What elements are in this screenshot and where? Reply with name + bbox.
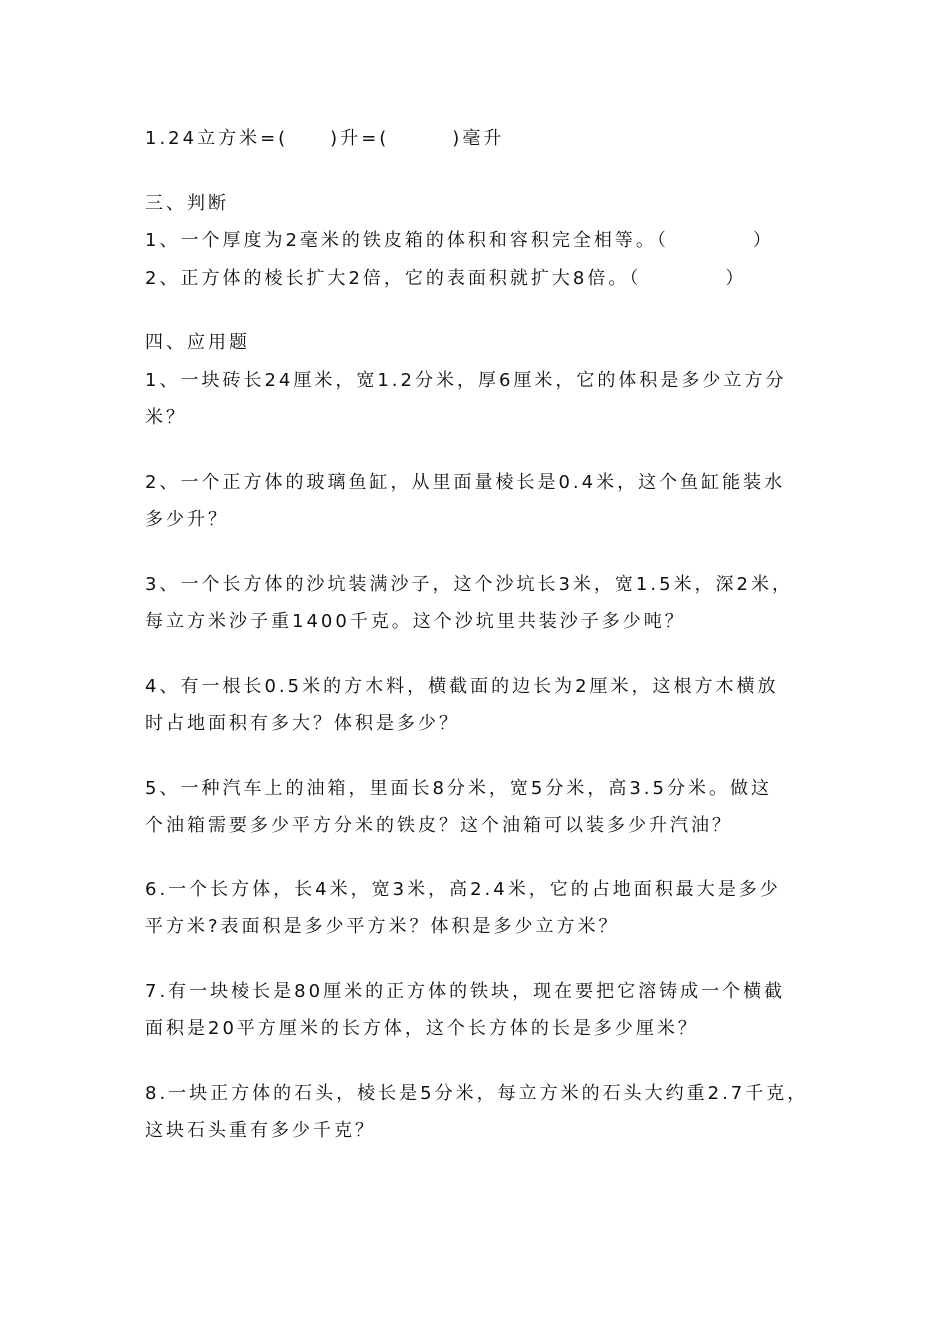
problem-3-line-2: 每立方米沙子重1400千克。这个沙坑里共装沙子多少吨？ (145, 611, 686, 632)
problem-1-line-1: 1、一块砖长24厘米，宽1.2分米，厚6厘米，它的体积是多少立方分 (145, 370, 787, 391)
problem-7-line-1: 7.有一块棱长是80厘米的正方体的铁块，现在要把它溶铸成一个横截 (145, 981, 786, 1002)
judge-item-1: 1、一个厚度为2毫米的铁皮箱的体积和容积完全相等。（ ） (145, 230, 774, 251)
problem-3-line-1: 3、一个长方体的沙坑装满沙子，这个沙坑长3米，宽1.5米，深2米， (145, 574, 793, 595)
section-judge-heading: 三、判断 (145, 193, 229, 214)
problem-2-line-1: 2、一个正方体的玻璃鱼缸，从里面量棱长是0.4米，这个鱼缸能装水 (145, 472, 786, 493)
problem-6-line-1: 6.一个长方体，长4米，宽3米，高2.4米，它的占地面积最大是多少 (145, 879, 781, 900)
problem-4-line-2: 时占地面积有多大？体积是多少？ (145, 713, 460, 734)
section-application-heading: 四、应用题 (145, 332, 250, 353)
problem-5-line-2: 个油箱需要多少平方分米的铁皮？这个油箱可以装多少升汽油？ (145, 815, 733, 836)
problem-7-line-2: 面积是20平方厘米的长方体，这个长方体的长是多少厘米？ (145, 1018, 699, 1039)
problem-2-line-2: 多少升？ (145, 509, 229, 530)
problem-8-line-1: 8.一块正方体的石头，棱长是5分米，每立方米的石头大约重2.7千克， (145, 1083, 809, 1104)
problem-1-line-2: 米？ (145, 407, 187, 428)
problem-5-line-1: 5、一种汽车上的油箱，里面长8分米，宽5分米，高3.5分米。做这 (145, 778, 772, 799)
problem-6-line-2: 平方米?表面积是多少平方米？体积是多少立方米？ (145, 916, 620, 937)
judge-item-2: 2、正方体的棱长扩大2倍，它的表面积就扩大8倍。（ ） (145, 268, 747, 289)
problem-4-line-1: 4、有一根长0.5米的方木料，横截面的边长为2厘米，这根方木横放 (145, 676, 779, 697)
fill-in-line: 1.24立方米=( )升=( )毫升 (145, 128, 505, 149)
problem-8-line-2: 这块石头重有多少千克？ (145, 1120, 376, 1141)
